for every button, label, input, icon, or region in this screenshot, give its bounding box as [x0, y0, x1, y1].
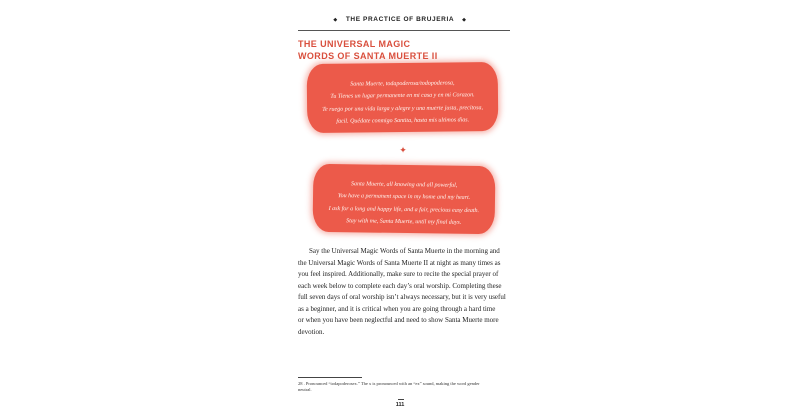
diamond-icon: ◆ [462, 17, 467, 23]
prayer-line: Te ruego por una vida larga y alegre y una muerte justa, precitosa, [322, 104, 484, 113]
running-head [0, 16, 800, 23]
footnote-line: neutral. [298, 387, 312, 393]
body-line: or when you have been neglectful and need to show Santa Muerte more [298, 316, 499, 324]
prayer-line: Santa Muerte, todapoderosa/todopoderosa, [350, 80, 455, 88]
footnote-line: 28 . Pronounced “todapoderosex.” The x is pronounced with an “ex” sound, making the word gender [298, 381, 480, 386]
body-line: each week below to complete each day’s oral worship. Completing these [298, 281, 502, 290]
prayer-line: You have a permanent space in my home and my heart. [337, 193, 471, 202]
prayer-line: facil. Quédate conmigo Santita, hasta mis ultimos dias. [336, 117, 470, 125]
section-title [298, 38, 538, 62]
spanish-prayer-box [307, 62, 499, 133]
folio-rule [398, 399, 404, 400]
prayer-line: I ask for a long and happy life, and a fair, precious easy death. [328, 205, 480, 214]
diamond-icon: ◆ [333, 17, 338, 23]
section-title-line: THE UNIVERSAL MAGIC [298, 39, 411, 49]
body-line: devotion. [298, 327, 325, 336]
body-line: Say the Universal Magic Words of Santa Muerte in the morning and [309, 247, 500, 255]
star-divider-icon: ✦ [399, 145, 407, 155]
footnote [298, 381, 513, 394]
running-head-text: THE PRACTICE OF BRUJERIA [345, 16, 455, 23]
section-title-line: WORDS OF SANTA MUERTE II [298, 51, 438, 61]
prayer-line: Stay with me, Santa Muerte, until my final days. [346, 218, 462, 226]
page-number: 111 [395, 402, 405, 408]
header-rule [298, 30, 510, 31]
body-paragraph [298, 246, 510, 338]
body-line: full seven days of oral worship isn’t always necessary, but it is very useful [298, 293, 506, 301]
body-line: as a beginner, and it is critical when you are going through a hard time [298, 304, 496, 313]
prayer-line: Tu Tienes un lugar permanente en mi casa y en mi Corazon. [330, 92, 475, 101]
body-line: the Universal Magic Words of Santa Muerte II at night as many times as [298, 258, 501, 267]
prayer-line: Santa Muerte, all knowing and all powerful, [350, 181, 458, 189]
body-line: you feel inspired. Additionally, make sure to recite the special prayer of [298, 270, 499, 278]
english-prayer-box [313, 164, 496, 235]
footnote-rule [298, 377, 362, 378]
